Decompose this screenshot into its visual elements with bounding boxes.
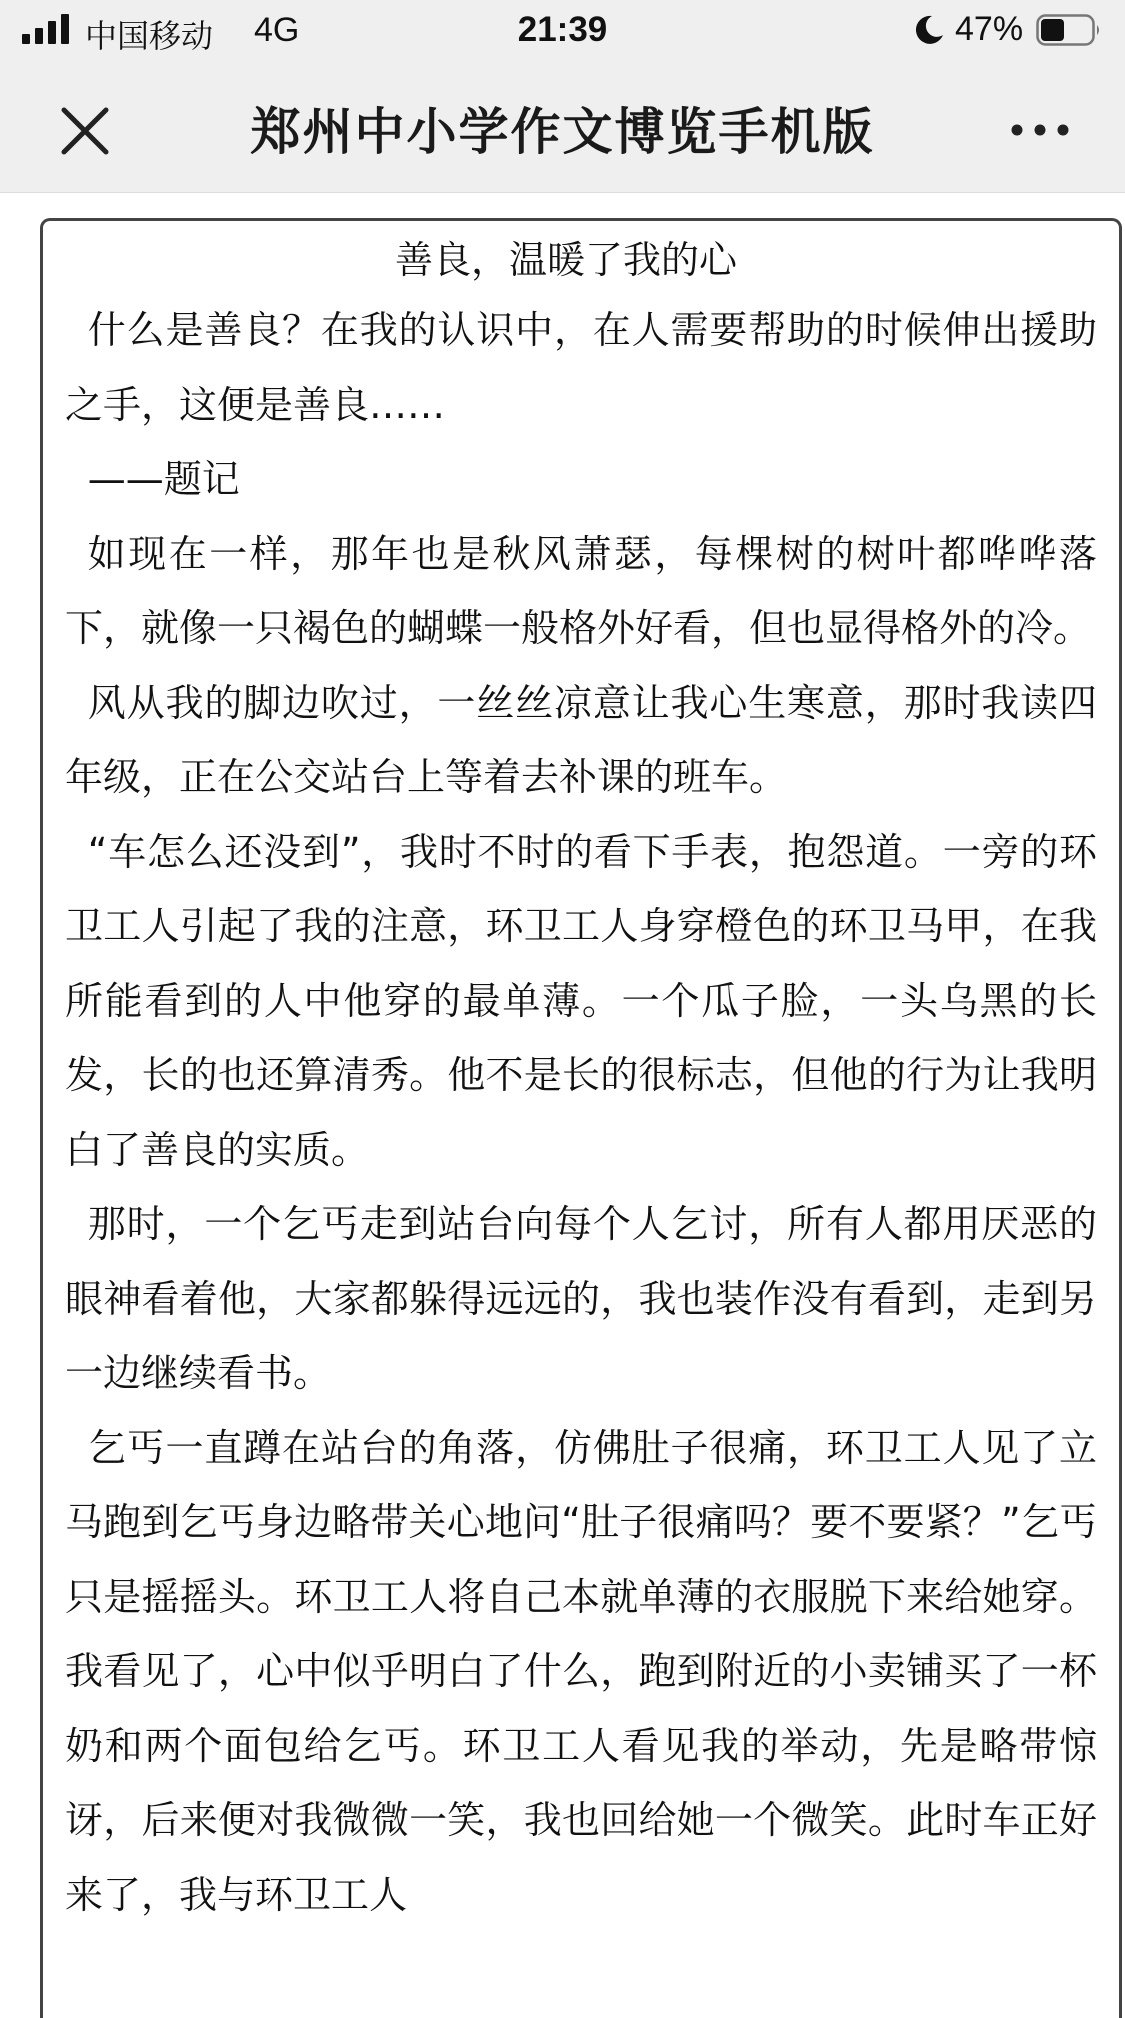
article-paragraph: 风从我的脚边吹过，一丝丝凉意让我心生寒意，那时我读四年级，正在公交站台上等着去补课的班车。 (65, 680, 1097, 799)
page-title: 郑州中小学作文博览手机版 (250, 103, 875, 161)
article-paragraph: “车怎么还没到”，我时不时的看下手表，抱怨道。一旁的环卫工人引起了我的注意，环卫工人身穿橙色的环卫马甲，在我所能看到的人中他穿的最单薄。一个瓜子脸，一头乌黑的长发，长的也还算清秀。他不是长的很标志，但他的行为让我明白了善良的实质。 (65, 829, 1097, 1172)
more-dots-icon[interactable] (1005, 108, 1075, 152)
battery-percent: 47% (955, 10, 1024, 48)
status-bar (0, 0, 1125, 62)
article-paragraph: 如现在一样，那年也是秋风萧瑟，每棵树的树叶都哗哗落下，就像一只褐色的蝴蝶一般格外好看，但也显得格外的冷。 (65, 531, 1097, 650)
network-type: 4G (254, 11, 300, 49)
article-paragraph: 那时，一个乞丐走到站台向每个人乞讨，所有人都用厌恶的眼神看着他，大家都躲得远远的，我也装作没有看到，走到另一边继续看书。 (65, 1202, 1097, 1395)
clock: 21:39 (517, 10, 608, 49)
article-title: 善良，温暖了我的心 (394, 238, 737, 282)
do-not-disturb-moon-icon (912, 13, 946, 47)
close-icon[interactable] (50, 96, 120, 166)
article-paragraph: 乞丐一直蹲在站台的角落，仿佛肚子很痛，环卫工人见了立马跑到乞丐身边略带关心地问“肚子很痛吗？要不要紧？”乞丐只是摇摇头。环卫工人将自己本就单薄的衣服脱下来给她穿。我看见了，心中似乎明白了什么，跑到附近的小卖铺买了一杯奶和两个面包给乞丐。环卫工人看见我的举动，先是略带惊讶，后来便对我微微一笑，我也回给她一个微笑。此时车正好来了，我与环卫工人 (65, 1425, 1097, 1917)
navigation-bar (0, 62, 1125, 193)
article-paragraph: 什么是善良？在我的认识中，在人需要帮助的时候伸出援助之手，这便是善良…… (65, 308, 1097, 427)
article-epigraph-signature: ——题记 (87, 457, 240, 501)
battery-icon (1036, 14, 1102, 46)
carrier-name: 中国移动 (85, 17, 214, 55)
article-container (40, 218, 1122, 2018)
